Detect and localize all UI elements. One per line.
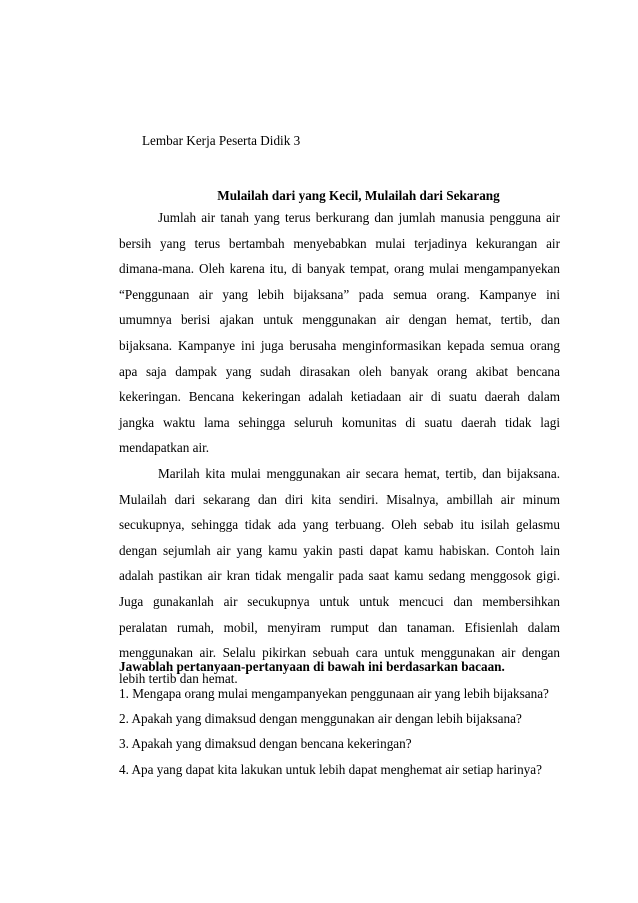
paragraph-line: dimana-mana. Oleh karena itu, di banyak tempat, orang mulai mengampanyekan — [119, 261, 560, 276]
paragraph-line: adalah pastikan air kran tidak mengalir pada saat kamu sedang menggosok gigi. — [119, 568, 560, 583]
passage-heading: Mulailah dari yang Kecil, Mulailah dari Sekarang — [217, 188, 500, 203]
worksheet-title: Lembar Kerja Peserta Didik 3 — [142, 133, 301, 148]
question-item: 3. Apakah yang dimaksud dengan bencana kekeringan? — [119, 736, 412, 751]
question-item: 4. Apa yang dapat kita lakukan untuk lebih dapat menghemat air setiap harinya? — [119, 762, 542, 777]
paragraph-line: kekeringan. Bencana kekeringan adalah ketiadaan air di suatu daerah dalam — [119, 389, 560, 404]
paragraph-line: secukupnya, sehingga tidak ada yang terbuang. Oleh sebab itu isilah gelasmu — [119, 517, 560, 532]
paragraph-line: Mulailah dari sekarang dan diri kita sendiri. Misalnya, ambillah air minum — [119, 492, 560, 507]
paragraph-line: peralatan rumah, mobil, menyiram rumput dan tanaman. Efisienlah dalam — [119, 620, 560, 635]
paragraph-line: Juga gunakanlah air secukupnya untuk untuk mencuci dan membersihkan — [119, 594, 560, 609]
paragraph-line: “Penggunaan air yang lebih bijaksana” pada semua orang. Kampanye ini — [119, 287, 560, 302]
paragraph-line: Jumlah air tanah yang terus berkurang dan jumlah manusia pengguna air — [158, 210, 560, 225]
paragraph-line: bijaksana. Kampanye ini juga berusaha menginformasikan kepada semua orang — [119, 338, 560, 353]
paragraph-line: Marilah kita mulai menggunakan air secara hemat, tertib, dan bijaksana. — [158, 466, 560, 481]
paragraph-line: apa saja dampak yang sudah dirasakan oleh banyak orang akibat bencana — [119, 364, 560, 379]
question-item: 1. Mengapa orang mulai mengampanyekan penggunaan air yang lebih bijaksana? — [119, 686, 549, 701]
paragraph-line: lebih tertib dan hemat. — [119, 671, 238, 686]
paragraph-line: menggunakan air. Selalu pikirkan sebuah cara untuk menggunakan air dengan — [119, 645, 560, 660]
paragraph-line: bersih yang terus bertambah menyebabkan mulai terjadinya kekurangan air — [119, 236, 560, 251]
questions-instruction: Jawablah pertanyaan-pertanyaan di bawah ini berdasarkan bacaan. — [119, 659, 505, 674]
paragraph-line: mendapatkan air. — [119, 440, 210, 455]
question-item: 2. Apakah yang dimaksud dengan menggunakan air dengan lebih bijaksana? — [119, 711, 522, 726]
paragraph-line: dengan sejumlah air yang kamu yakin pasti dapat kamu habiskan. Contoh lain — [119, 543, 560, 558]
paragraph-line: umumnya berisi ajakan untuk menggunakan air dengan hemat, tertib, dan — [119, 312, 560, 327]
paragraph-line: jangka waktu lama sehingga seluruh komunitas di suatu daerah tidak lagi — [119, 415, 560, 430]
